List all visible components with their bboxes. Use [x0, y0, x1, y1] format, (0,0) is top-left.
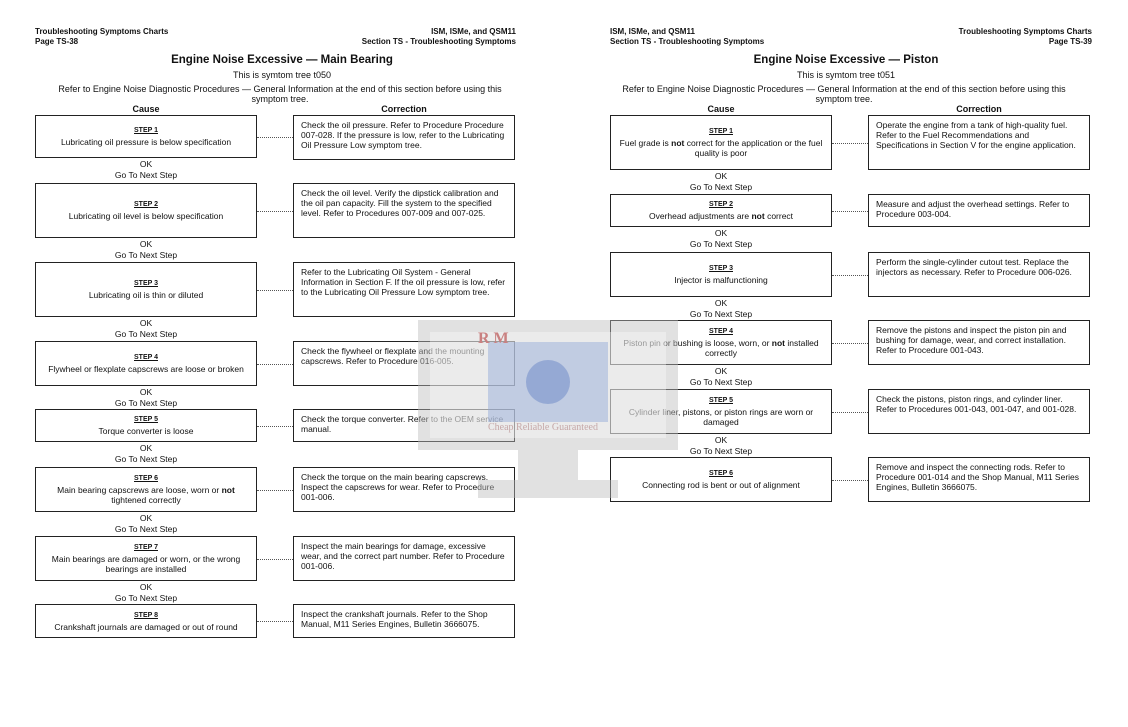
watermark-tagline: Cheap Reliable Guaranteed	[488, 422, 598, 433]
ok-next-step	[651, 435, 791, 457]
next-step-label: Go To Next Step	[114, 593, 178, 603]
ok-label: OK	[139, 387, 153, 397]
cause-text: Fuel grade is not correct for the application or the fuel quality is poor	[619, 138, 823, 158]
connector-line	[257, 290, 293, 291]
connector-line	[832, 480, 868, 481]
cause-text: Injector is malfunctioning	[674, 275, 768, 285]
next-step-label: Go To Next Step	[689, 446, 753, 456]
cause-box	[610, 389, 832, 434]
next-step-label: Go To Next Step	[114, 454, 178, 464]
correction-box: Check the flywheel or flexplate and the mounting capscrews. Refer to Procedure 016-005.	[293, 341, 515, 386]
step-label: STEP 3	[134, 280, 158, 287]
correction-box: Check the pistons, piston rings, and cylinder liner. Refer to Procedures 001-043, 001-047, and 001-028.	[868, 389, 1090, 434]
correction-column-header: Correction	[956, 104, 1002, 114]
cause-box	[35, 604, 257, 638]
intro-text: Refer to Engine Noise Diagnostic Procedures — General Information at the end of this section before using this symptom tree.	[58, 84, 502, 104]
cause-box	[610, 252, 832, 297]
ok-label: OK	[139, 318, 153, 328]
ok-next-step	[651, 366, 791, 388]
correction-box: Remove the pistons and inspect the piston pin and bushing for damage, wear, and correct installation. Refer to Procedure 001-043.	[868, 320, 1090, 365]
cause-text: Connecting rod is bent or out of alignment	[642, 480, 800, 490]
ok-label: OK	[139, 159, 153, 169]
connector-line	[832, 275, 868, 276]
cause-text: Main bearing capscrews are loose, worn or not tightened correctly	[57, 485, 235, 505]
cause-box	[35, 262, 257, 317]
cause-box	[610, 457, 832, 502]
cause-box	[35, 115, 257, 158]
next-step-label: Go To Next Step	[114, 329, 178, 339]
cause-box	[35, 341, 257, 386]
next-step-label: Go To Next Step	[114, 250, 178, 260]
ok-label: OK	[714, 366, 728, 376]
ok-next-step	[76, 513, 216, 535]
cause-box	[35, 536, 257, 581]
next-step-label: Go To Next Step	[689, 377, 753, 387]
next-step-label: Go To Next Step	[689, 182, 753, 192]
cause-column-header: Cause	[707, 104, 735, 114]
ok-next-step	[76, 582, 216, 604]
cause-box	[35, 467, 257, 512]
cause-box	[610, 320, 832, 365]
ok-next-step	[651, 298, 791, 320]
step-label: STEP 3	[709, 265, 733, 272]
connector-line	[832, 343, 868, 344]
header-left	[610, 27, 764, 47]
next-step-label: Go To Next Step	[689, 309, 753, 319]
step-label: STEP 2	[134, 201, 158, 208]
ok-label: OK	[139, 239, 153, 249]
step-label: STEP 4	[134, 354, 158, 361]
connector-line	[257, 364, 293, 365]
connector-line	[832, 143, 868, 144]
cause-text: Lubricating oil is thin or diluted	[88, 290, 204, 300]
header-right	[362, 27, 516, 47]
correction-box: Refer to the Lubricating Oil System - General Information in Section F. If the oil pressure is low, refer to the Lubricating Oil Pressure Low symptom tree.	[293, 262, 515, 317]
ok-label: OK	[139, 582, 153, 592]
correction-box: Operate the engine from a tank of high-quality fuel. Refer to the Fuel Recommendations and Specifications in Section V for the engine application.	[868, 115, 1090, 170]
ok-label: OK	[714, 171, 728, 181]
next-step-label: Go To Next Step	[114, 170, 178, 180]
cause-box	[610, 115, 832, 170]
connector-line	[257, 559, 293, 560]
ok-label: OK	[714, 435, 728, 445]
cause-column-header: Cause	[132, 104, 160, 114]
header-right	[959, 27, 1092, 47]
correction-box: Check the oil pressure. Refer to Procedure Procedure 007-028. If the pressure is low, refer to the Lubricating Oil Pressure Low symptom tree.	[293, 115, 515, 160]
correction-box: Check the torque converter. Refer to the OEM service manual.	[293, 409, 515, 442]
cause-text: Crankshaft journals are damaged or out of round	[54, 621, 238, 632]
page-subtitle: This is symtom tree t050	[232, 70, 332, 80]
ok-next-step	[651, 228, 791, 250]
ok-label: OK	[139, 443, 153, 453]
cause-box	[35, 183, 257, 238]
ok-next-step	[76, 387, 216, 409]
header-left	[35, 27, 168, 47]
cause-text: Lubricating oil level is below specification	[68, 211, 224, 221]
connector-line	[257, 137, 293, 138]
page-number: Page TS-39	[1048, 37, 1092, 46]
connector-line	[257, 426, 293, 427]
step-label: STEP 7	[134, 544, 158, 551]
step-label: STEP 1	[709, 128, 733, 135]
connector-line	[257, 490, 293, 491]
ok-next-step	[651, 171, 791, 193]
cause-text: Main bearings are damaged or worn, or the wrong bearings are installed	[51, 554, 241, 574]
next-step-label: Go To Next Step	[689, 239, 753, 249]
cause-text: Torque converter is loose	[98, 426, 194, 436]
ok-next-step	[76, 239, 216, 261]
ok-label: OK	[714, 298, 728, 308]
step-label: STEP 6	[709, 470, 733, 477]
page-subtitle: This is symtom tree t051	[796, 70, 896, 80]
step-label: STEP 2	[709, 201, 733, 208]
header-text: Section TS - Troubleshooting Symptoms	[610, 37, 765, 46]
cause-text: Overhead adjustments are not correct	[648, 211, 794, 221]
correction-box: Measure and adjust the overhead settings. Refer to Procedure 003-004.	[868, 194, 1090, 227]
step-label: STEP 5	[709, 397, 733, 404]
page-number: Page TS-38	[35, 37, 79, 46]
correction-box: Inspect the main bearings for damage, excessive wear, and the correct part number. Refer to Procedure 001-006.	[293, 536, 515, 581]
connector-line	[257, 621, 293, 622]
intro-text: Refer to Engine Noise Diagnostic Procedures — General Information at the end of this section before using this symptom tree.	[622, 84, 1066, 104]
cause-text: Lubricating oil pressure is below specification	[60, 137, 232, 147]
header-text: Troubleshooting Symptoms Charts	[958, 27, 1092, 36]
right-page	[564, 0, 1128, 727]
correction-box: Check the oil level. Verify the dipstick calibration and the oil pan capacity. Fill the system to the specified level. Refer to Procedures 007-009 and 007-025.	[293, 183, 515, 238]
correction-box: Check the torque on the main bearing capscrews. Inspect the capscrews for wear. Refer to Procedure 001-006.	[293, 467, 515, 512]
ok-next-step	[76, 443, 216, 465]
header-text: ISM, ISMe, and QSM11	[431, 27, 516, 36]
cause-text: Piston pin or bushing is loose, worn, or not installed correctly	[623, 338, 819, 358]
cause-text: Cylinder liner, pistons, or piston rings are worn or damaged	[628, 407, 814, 427]
page-title: Engine Noise Excessive — Piston	[753, 54, 939, 66]
step-label: STEP 1	[134, 127, 158, 134]
cause-box	[610, 194, 832, 227]
page-title: Engine Noise Excessive — Main Bearing	[171, 54, 393, 66]
correction-box: Inspect the crankshaft journals. Refer to the Shop Manual, M11 Series Engines, Bulletin 3666075.	[293, 604, 515, 638]
connector-line	[832, 412, 868, 413]
connector-line	[257, 211, 293, 212]
cause-text: Flywheel or flexplate capscrews are loose or broken	[48, 364, 244, 374]
header-text: Troubleshooting Symptoms Charts	[35, 27, 169, 36]
cause-box	[35, 409, 257, 442]
correction-box: Perform the single-cylinder cutout test. Replace the injectors as necessary. Refer to Procedure 006-026.	[868, 252, 1090, 297]
next-step-label: Go To Next Step	[114, 398, 178, 408]
next-step-label: Go To Next Step	[114, 524, 178, 534]
ok-next-step	[76, 318, 216, 340]
header-text: ISM, ISMe, and QSM11	[610, 27, 695, 36]
ok-label: OK	[714, 228, 728, 238]
ok-label: OK	[139, 513, 153, 523]
correction-box: Remove and inspect the connecting rods. Refer to Procedure 001-014 and the Shop Manual, M11 Series Engines, Bulletin 3666075.	[868, 457, 1090, 502]
step-label: STEP 6	[134, 475, 158, 482]
header-text: Section TS - Troubleshooting Symptoms	[361, 37, 516, 46]
correction-column-header: Correction	[381, 104, 427, 114]
step-label: STEP 5	[134, 416, 158, 423]
ok-next-step	[76, 159, 216, 181]
connector-line	[832, 211, 868, 212]
watermark-mark: R M	[478, 330, 509, 347]
step-label: STEP 4	[709, 328, 733, 335]
step-label: STEP 8	[134, 611, 158, 619]
